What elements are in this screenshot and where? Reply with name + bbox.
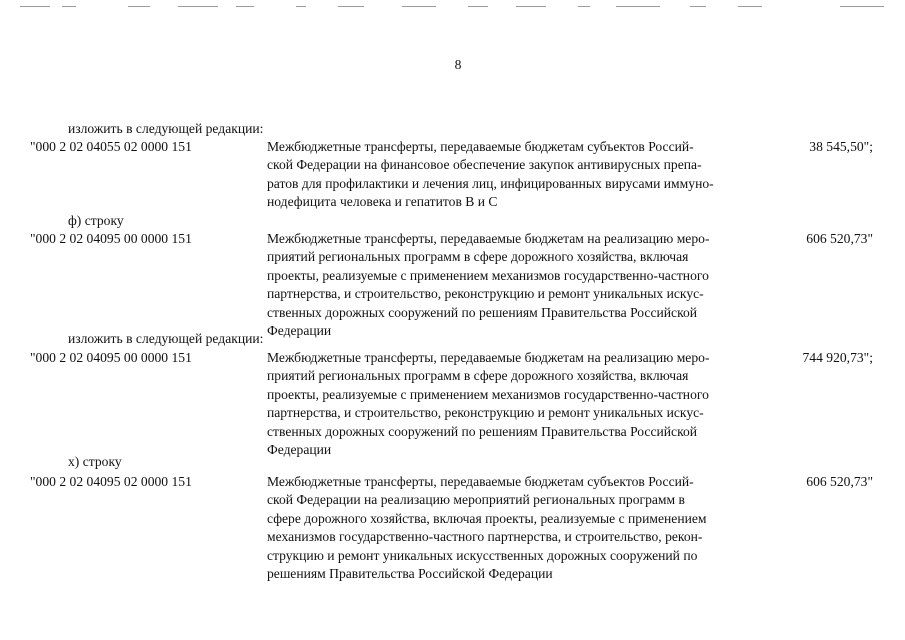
budget-line-description	[267, 349, 767, 459]
budget-classification-code: "000 2 02 04095 00 0000 151	[30, 231, 192, 246]
description-line: ской Федерации на реализацию мероприятий региональных программ в	[267, 492, 685, 508]
budget-amount: 744 920,73";	[802, 350, 873, 365]
instruction-text: ф) строку	[68, 213, 124, 228]
description-line: партнерства, и строительство, реконструкцию и ремонт уникальных искус-	[267, 286, 704, 302]
budget-line-description	[267, 230, 767, 340]
description-line: сфере дорожного хозяйства, включая проекты, реализуемые с применением	[267, 510, 707, 526]
description-line: Межбюджетные трансферты, передаваемые бюджетам на реализацию меро-	[267, 231, 710, 246]
instruction-text: изложить в следующей редакции:	[68, 331, 264, 346]
description-line: ственных дорожных сооружений по решениям Правительства Российской	[267, 304, 698, 320]
description-line: Межбюджетные трансферты, передаваемые бюджетам на реализацию меро-	[267, 350, 710, 365]
instruction-text: х) строку	[68, 454, 122, 469]
description-line: проекты, реализуемые с применением механизмов государственно-частного	[267, 386, 709, 402]
description-line: Федерации	[267, 323, 332, 339]
description-line: механизмов государственно-частного партнерства, и строительство, рекон-	[267, 529, 703, 545]
description-line: проекты, реализуемые с применением механизмов государственно-частного	[267, 267, 709, 283]
description-line: нодефицита человека и гепатитов В и С	[267, 194, 498, 210]
page-number: 8	[454, 57, 462, 72]
budget-classification-code: "000 2 02 04095 00 0000 151	[30, 350, 192, 365]
budget-classification-code: "000 2 02 04055 02 0000 151	[30, 139, 192, 154]
description-line: ратов для профилактики и лечения лиц, инфицированных вирусами иммунo-	[267, 175, 714, 191]
budget-amount: 606 520,73"	[806, 231, 873, 246]
budget-classification-code: "000 2 02 04095 02 0000 151	[30, 474, 192, 489]
description-line: приятий региональных программ в сфере дорожного хозяйства, включая	[267, 249, 689, 265]
scan-artifacts	[0, 4, 905, 10]
budget-line-description	[267, 138, 767, 212]
budget-amount: 38 545,50";	[809, 139, 873, 154]
description-line: приятий региональных программ в сфере дорожного хозяйства, включая	[267, 368, 689, 384]
description-line: ственных дорожных сооружений по решениям Правительства Российской	[267, 423, 698, 439]
description-line: ской Федерации на финансовое обеспечение закупок антивирусных препа-	[267, 157, 702, 173]
description-line: партнерства, и строительство, реконструкцию и ремонт уникальных искус-	[267, 405, 704, 421]
description-line: струкцию и ремонт уникальных искусственных дорожных сооружений по	[267, 547, 698, 563]
budget-line-description	[267, 473, 767, 583]
budget-amount: 606 520,73"	[806, 474, 873, 489]
description-line: решениям Правительства Российской Федерации	[267, 566, 553, 582]
description-line: Межбюджетные трансферты, передаваемые бюджетам субъектов Россий-	[267, 139, 694, 154]
description-line: Федерации	[267, 442, 332, 458]
description-line: Межбюджетные трансферты, передаваемые бюджетам субъектов Россий-	[267, 474, 694, 489]
instruction-text: изложить в следующей редакции:	[68, 121, 264, 136]
